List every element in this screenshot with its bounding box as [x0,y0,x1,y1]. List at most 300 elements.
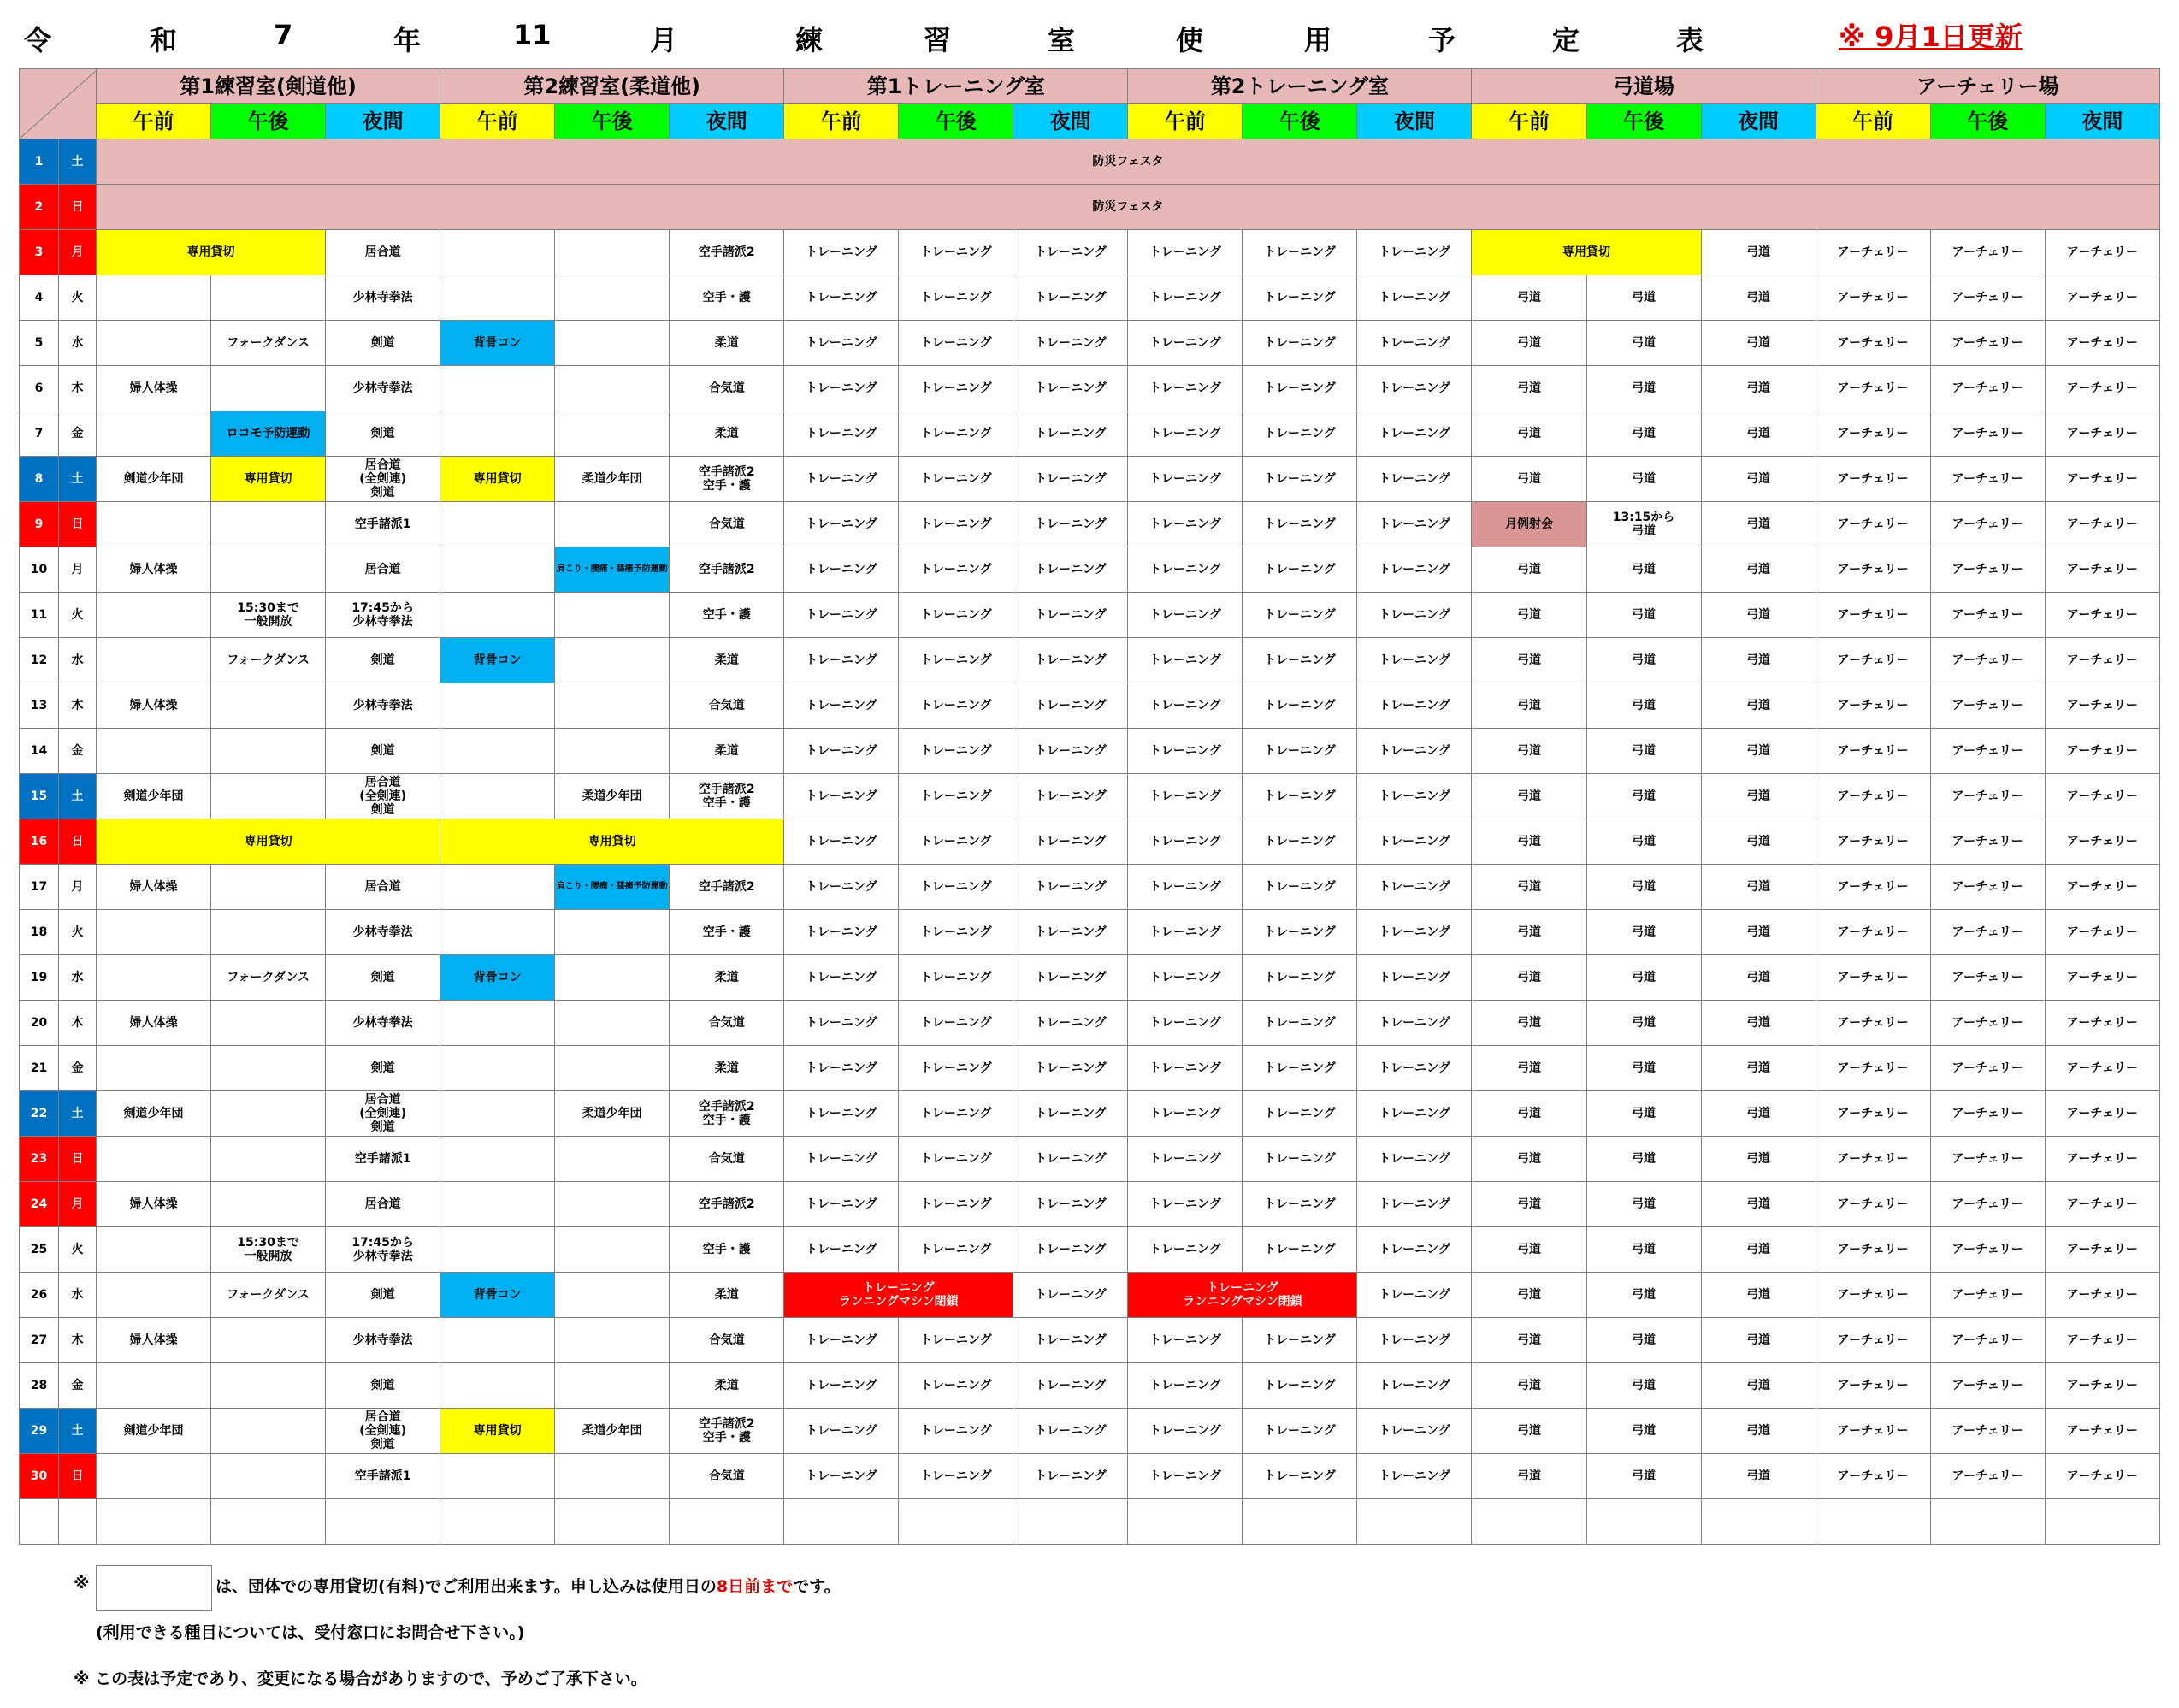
schedule-cell: トレーニング [899,1363,1013,1409]
schedule-cell: 背骨コン [440,955,555,1001]
schedule-cell: アーチェリー [1816,638,1930,683]
weekday: 火 [59,275,97,321]
schedule-cell: トレーニング [1357,638,1472,683]
schedule-cell: 合気道 [670,366,784,411]
schedule-cell: アーチェリー [2045,1318,2159,1363]
schedule-cell: アーチェリー [1816,865,1930,910]
schedule-cell: 弓道 [1472,1227,1586,1273]
schedule-cell: トレーニング [1013,366,1128,411]
schedule-cell: トレーニング [1013,457,1128,502]
schedule-cell: 弓道 [1586,1046,1701,1091]
schedule-cell: 合気道 [670,1001,784,1046]
schedule-cell [97,1046,211,1091]
schedule-cell: 弓道 [1701,729,1816,774]
schedule-cell: アーチェリー [1930,955,2045,1001]
day-row [20,321,2160,366]
schedule-cell [211,1046,326,1091]
day-number: 30 [20,1454,59,1499]
schedule-cell [211,1091,326,1137]
schedule-cell: トレーニング [784,275,899,321]
schedule-cell: 弓道 [1586,321,1701,366]
schedule-cell: トレーニング [1357,1001,1472,1046]
schedule-cell: アーチェリー [1816,1137,1930,1182]
day-number: 15 [20,774,59,819]
weekday: 木 [59,1318,97,1363]
schedule-cell [555,502,670,547]
schedule-cell: 弓道 [1586,955,1701,1001]
period-header: 午前 [1816,104,1930,139]
footer-line-3: ※ この表は予定であり、変更になる場合がありますので、予めご了承下さい。 [74,1670,647,1688]
schedule-cell: 柔道少年団 [555,1091,670,1137]
schedule-cell: 肩こり・腰痛・膝痛予防運動 [555,865,670,910]
day-row [20,819,2160,865]
schedule-cell: アーチェリー [1930,638,2045,683]
schedule-cell: 婦人体操 [97,547,211,593]
schedule-cell: トレーニング [1357,366,1472,411]
schedule-cell: トレーニング [1128,547,1243,593]
day-row [20,366,2160,411]
schedule-cell: トレーニング [1013,819,1128,865]
schedule-cell [1357,1499,1472,1545]
schedule-cell: トレーニング [1013,230,1128,275]
schedule-cell: トレーニング [899,865,1013,910]
title-char: 年 [393,24,422,56]
schedule-cell [97,1454,211,1499]
schedule-cell: 専用貸切 [97,819,440,865]
schedule-cell [97,1227,211,1273]
schedule-cell [784,1499,899,1545]
schedule-cell: トレーニング [1243,321,1357,366]
schedule-cell: トレーニング [784,729,899,774]
schedule-cell: トレーニング [899,955,1013,1001]
schedule-cell: 弓道 [1586,1227,1701,1273]
schedule-cell: 居合道 (全剣連) 剣道 [326,774,440,819]
room-header: 第1トレーニング室 [784,69,1128,104]
schedule-table [19,68,2160,1545]
schedule-cell: アーチェリー [1816,1318,1930,1363]
schedule-cell [97,1273,211,1318]
title-char: 予 [1428,24,1456,56]
weekday: 水 [59,638,97,683]
schedule-cell: 15:30まで 一般開放 [211,593,326,638]
schedule-cell: 空手諸派2 [670,865,784,910]
schedule-cell: トレーニング ランニングマシン閉鎖 [784,1273,1013,1318]
day-number: 22 [20,1091,59,1137]
schedule-cell: 柔道 [670,955,784,1001]
room-header: 第1練習室(剣道他) [97,69,440,104]
schedule-cell: トレーニング [1013,910,1128,955]
schedule-cell: トレーニング [899,1227,1013,1273]
schedule-cell: トレーニング [784,1409,899,1454]
schedule-cell: 弓道 [1701,1409,1816,1454]
weekday: 火 [59,1227,97,1273]
schedule-cell: 弓道 [1701,1091,1816,1137]
day-row [20,230,2160,275]
day-row [20,185,2160,230]
schedule-cell: トレーニング [1013,1046,1128,1091]
schedule-cell [555,230,670,275]
schedule-cell [440,547,555,593]
schedule-cell: 弓道 [1701,819,1816,865]
schedule-cell: 少林寺拳法 [326,1318,440,1363]
period-header: 午前 [1472,104,1586,139]
schedule-cell [555,593,670,638]
schedule-cell: トレーニング [899,321,1013,366]
schedule-cell: 剣道 [326,729,440,774]
weekday: 月 [59,230,97,275]
schedule-cell: フォークダンス [211,321,326,366]
schedule-cell: アーチェリー [2045,275,2159,321]
schedule-cell: アーチェリー [2045,683,2159,729]
schedule-cell: 弓道 [1472,1182,1586,1227]
schedule-cell: 少林寺拳法 [326,683,440,729]
schedule-cell: トレーニング [1243,955,1357,1001]
schedule-cell: 居合道 [326,547,440,593]
schedule-cell: 背骨コン [440,638,555,683]
schedule-cell: トレーニング [1013,1091,1128,1137]
schedule-cell: トレーニング [1243,819,1357,865]
schedule-cell: トレーニング [1243,1227,1357,1273]
schedule-cell [211,683,326,729]
schedule-cell: 弓道 [1586,683,1701,729]
schedule-cell: 婦人体操 [97,366,211,411]
schedule-cell: トレーニング [784,457,899,502]
day-row [20,638,2160,683]
schedule-cell: トレーニング [1128,819,1243,865]
weekday: 木 [59,1001,97,1046]
schedule-cell: アーチェリー [1816,1001,1930,1046]
header-rooms-row [20,69,2160,104]
schedule-cell: トレーニング [899,1454,1013,1499]
schedule-cell [555,1363,670,1409]
day-number [20,1499,59,1545]
schedule-cell: 弓道 [1701,366,1816,411]
schedule-cell: トレーニング [899,547,1013,593]
schedule-cell: トレーニング [899,1318,1013,1363]
schedule-cell: トレーニング [1357,819,1472,865]
period-header: 夜間 [1357,104,1472,139]
schedule-cell: 弓道 [1586,593,1701,638]
schedule-cell: トレーニング [1013,683,1128,729]
schedule-cell: アーチェリー [1816,819,1930,865]
schedule-cell: 婦人体操 [97,1001,211,1046]
schedule-cell [1472,1499,1586,1545]
schedule-cell: アーチェリー [2045,1273,2159,1318]
schedule-cell: トレーニング [1243,502,1357,547]
title-char: 使 [1176,24,1204,56]
weekday: 土 [59,1409,97,1454]
schedule-cell [555,411,670,457]
schedule-cell: 弓道 [1701,1363,1816,1409]
schedule-cell: アーチェリー [2045,321,2159,366]
schedule-cell: トレーニング [1357,1046,1472,1091]
title-char: 定 [1552,24,1580,56]
schedule-cell: 少林寺拳法 [326,275,440,321]
weekday: 日 [59,185,97,230]
schedule-cell [211,865,326,910]
schedule-cell [440,729,555,774]
schedule-cell [440,910,555,955]
schedule-cell: トレーニング [899,638,1013,683]
schedule-cell: 弓道 [1586,865,1701,910]
schedule-cell: トレーニング [1357,729,1472,774]
schedule-cell: アーチェリー [2045,774,2159,819]
schedule-cell: 専用貸切 [211,457,326,502]
schedule-cell: 空手諸派2 空手・護 [670,457,784,502]
day-row [20,547,2160,593]
schedule-cell: トレーニング [1357,910,1472,955]
day-row [20,683,2160,729]
weekday: 水 [59,321,97,366]
schedule-cell: トレーニング [899,457,1013,502]
schedule-cell [440,1363,555,1409]
schedule-cell: 弓道 [1472,1454,1586,1499]
schedule-cell: 少林寺拳法 [326,366,440,411]
day-number: 6 [20,366,59,411]
schedule-cell [211,774,326,819]
footer-deadline: 8日前まで [716,1577,794,1596]
schedule-cell: トレーニング [899,1046,1013,1091]
schedule-cell: トレーニング [1357,457,1472,502]
schedule-cell [440,865,555,910]
schedule-cell: トレーニング [784,865,899,910]
schedule-cell [211,1318,326,1363]
schedule-cell: トレーニング [1013,638,1128,683]
day-row [20,1273,2160,1318]
day-row [20,1001,2160,1046]
schedule-cell: 弓道 [1472,910,1586,955]
schedule-cell [440,366,555,411]
weekday [59,1499,97,1545]
schedule-cell [326,1499,440,1545]
schedule-cell: アーチェリー [1816,275,1930,321]
weekday: 金 [59,1046,97,1091]
day-number: 12 [20,638,59,683]
schedule-cell: 弓道 [1586,457,1701,502]
schedule-cell: トレーニング [1128,1046,1243,1091]
schedule-cell: アーチェリー [1930,1363,2045,1409]
schedule-cell: トレーニング [1128,230,1243,275]
day-number: 1 [20,139,59,185]
schedule-cell: 弓道 [1586,1182,1701,1227]
schedule-cell: トレーニング [1243,683,1357,729]
schedule-cell [211,1454,326,1499]
schedule-cell [1701,1499,1816,1545]
day-row [20,1137,2160,1182]
schedule-cell: トレーニング [1357,865,1472,910]
schedule-cell: アーチェリー [1816,502,1930,547]
weekday: 金 [59,411,97,457]
schedule-cell: トレーニング [1357,547,1472,593]
schedule-cell: 合気道 [670,1318,784,1363]
schedule-cell [1930,1499,2045,1545]
schedule-cell: トレーニング [784,411,899,457]
schedule-cell [211,1001,326,1046]
schedule-cell: トレーニング [1013,729,1128,774]
header-periods-row [20,104,2160,139]
schedule-cell [899,1499,1013,1545]
schedule-cell [555,1454,670,1499]
footer-line-1-pre: は、団体での専用貸切(有料)でご利用出来ます。申し込みは使用日の [216,1577,717,1596]
period-header: 夜間 [1701,104,1816,139]
schedule-cell: 空手諸派1 [326,502,440,547]
schedule-cell: アーチェリー [1816,1182,1930,1227]
schedule-cell: アーチェリー [1816,955,1930,1001]
schedule-cell: トレーニング [1013,955,1128,1001]
schedule-cell: 弓道 [1472,1273,1586,1318]
schedule-cell: 居合道 (全剣連) 剣道 [326,1409,440,1454]
schedule-cell: アーチェリー [2045,457,2159,502]
schedule-cell [1816,1499,1930,1545]
schedule-cell: トレーニング [1243,1363,1357,1409]
schedule-cell: 弓道 [1586,1273,1701,1318]
schedule-cell: トレーニング [1013,1137,1128,1182]
schedule-cell: アーチェリー [2045,865,2159,910]
schedule-cell: トレーニング [899,366,1013,411]
period-header: 午後 [555,104,670,139]
schedule-cell [555,275,670,321]
schedule-cell: アーチェリー [1816,593,1930,638]
weekday: 日 [59,1137,97,1182]
schedule-cell: トレーニング [784,547,899,593]
title-char: 練 [795,24,824,56]
schedule-cell: アーチェリー [1930,547,2045,593]
schedule-cell: トレーニング [899,819,1013,865]
room-header: 第2練習室(柔道他) [440,69,784,104]
schedule-cell [97,1137,211,1182]
day-row [20,774,2160,819]
day-row [20,457,2160,502]
day-number: 11 [20,593,59,638]
day-row [20,1363,2160,1409]
schedule-cell: トレーニング [784,955,899,1001]
schedule-cell: 弓道 [1586,774,1701,819]
footer-mark: ※ [74,1574,90,1593]
schedule-cell: アーチェリー [1816,230,1930,275]
day-row [20,1454,2160,1499]
schedule-cell: トレーニング [784,230,899,275]
schedule-cell [555,1273,670,1318]
schedule-cell: 弓道 [1701,593,1816,638]
schedule-cell: 婦人体操 [97,865,211,910]
schedule-cell: トレーニング [1128,411,1243,457]
period-header: 午前 [784,104,899,139]
day-row [20,910,2160,955]
schedule-cell [440,1091,555,1137]
schedule-cell [555,1499,670,1545]
schedule-cell: トレーニング [1357,1409,1472,1454]
schedule-cell: アーチェリー [1816,1273,1930,1318]
schedule-cell: アーチェリー [1816,1363,1930,1409]
room-header: 弓道場 [1472,69,1816,104]
schedule-cell: アーチェリー [2045,230,2159,275]
schedule-cell: トレーニング [1128,366,1243,411]
schedule-cell: トレーニング [784,683,899,729]
schedule-cell: 弓道 [1701,638,1816,683]
schedule-cell: 剣道少年団 [97,1409,211,1454]
schedule-cell: トレーニング [1357,1137,1472,1182]
day-row [20,139,2160,185]
period-header: 夜間 [1013,104,1128,139]
schedule-cell: 剣道少年団 [97,1091,211,1137]
schedule-cell: トレーニング [784,1454,899,1499]
schedule-cell [555,910,670,955]
period-header: 午前 [440,104,555,139]
schedule-cell [555,321,670,366]
schedule-cell: トレーニング [1357,1091,1472,1137]
schedule-cell: トレーニング [1013,1318,1128,1363]
schedule-cell [440,275,555,321]
period-header: 夜間 [2045,104,2159,139]
schedule-cell: 弓道 [1472,1046,1586,1091]
schedule-cell: 弓道 [1586,366,1701,411]
schedule-cell: 弓道 [1701,321,1816,366]
day-number: 16 [20,819,59,865]
schedule-cell: トレーニング [1357,1182,1472,1227]
schedule-cell: 弓道 [1586,547,1701,593]
schedule-cell: トレーニング [1128,321,1243,366]
schedule-cell: トレーニング [1243,547,1357,593]
schedule-cell: 柔道 [670,1273,784,1318]
schedule-cell [440,683,555,729]
schedule-cell [97,955,211,1001]
schedule-cell: 弓道 [1701,275,1816,321]
schedule-cell: アーチェリー [1930,1318,2045,1363]
schedule-cell: 空手諸派1 [326,1137,440,1182]
schedule-cell: 弓道 [1701,230,1816,275]
schedule-cell: トレーニング [1357,275,1472,321]
schedule-cell: 少林寺拳法 [326,910,440,955]
period-header: 午前 [1128,104,1243,139]
schedule-cell [440,502,555,547]
schedule-cell: アーチェリー [1930,1046,2045,1091]
schedule-cell: トレーニング [1128,1409,1243,1454]
room-header: アーチェリー場 [1816,69,2159,104]
schedule-cell: トレーニング [899,593,1013,638]
schedule-cell: トレーニング [784,1182,899,1227]
schedule-cell: トレーニング [1128,593,1243,638]
schedule-cell: トレーニング [1013,1363,1128,1409]
schedule-cell: 空手・護 [670,910,784,955]
day-number: 14 [20,729,59,774]
schedule-cell: トレーニング [1128,502,1243,547]
schedule-cell: 専用貸切 [1472,230,1701,275]
schedule-cell [440,230,555,275]
weekday: 木 [59,366,97,411]
schedule-cell: アーチェリー [2045,1137,2159,1182]
title-char: 習 [924,24,952,56]
schedule-cell: アーチェリー [1930,910,2045,955]
schedule-cell: 空手・護 [670,1227,784,1273]
schedule-cell: トレーニング [1013,502,1128,547]
schedule-cell: 合気道 [670,683,784,729]
schedule-cell: トレーニング [784,1363,899,1409]
schedule-cell: アーチェリー [1816,321,1930,366]
schedule-cell: 弓道 [1586,819,1701,865]
day-row [20,1182,2160,1227]
schedule-cell [97,638,211,683]
day-row [20,865,2160,910]
schedule-cell: トレーニング [899,275,1013,321]
day-row [20,1318,2160,1363]
schedule-cell [1586,1499,1701,1545]
schedule-cell: 弓道 [1586,275,1701,321]
schedule-cell: 剣道 [326,955,440,1001]
schedule-cell: トレーニング [784,1001,899,1046]
title-char: 和 [150,24,178,56]
day-number: 17 [20,865,59,910]
schedule-cell: トレーニング [899,411,1013,457]
